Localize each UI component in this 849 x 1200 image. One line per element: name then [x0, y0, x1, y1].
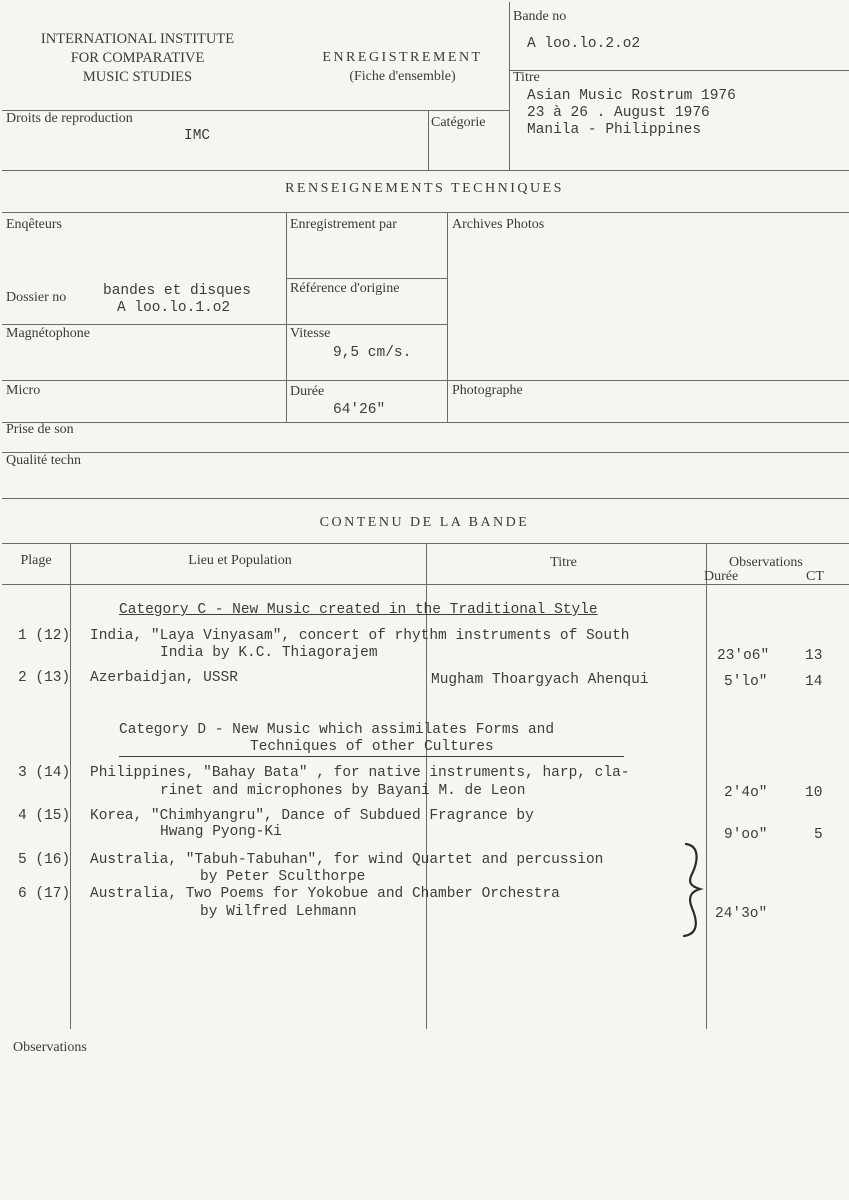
tech-divider-2	[447, 212, 448, 422]
duree-label: Durée	[290, 384, 325, 399]
row-3-plage: 3 (14)	[18, 765, 71, 781]
category-d-underline	[119, 756, 624, 757]
prise-de-son-rule	[2, 422, 849, 423]
dossier-value-line1: bandes et disques	[103, 283, 251, 299]
micro-rule	[2, 380, 849, 381]
observations-label: Observations	[13, 1040, 87, 1055]
contenu-heading: CONTENU DE LA BANDE	[319, 515, 530, 530]
vitesse-value: 9,5 cm/s.	[333, 345, 412, 361]
row-2-titre: Mugham Thoargyach Ahenqui	[431, 672, 649, 688]
duree-value: 64'26"	[333, 402, 386, 418]
row-3-lieu-line1: Philippines, "Bahay Bata" , for native instruments, harp, cla-	[90, 765, 630, 781]
vitesse-label: Vitesse	[290, 326, 331, 341]
header-duree: Durée	[704, 569, 739, 584]
archives-photos-label: Archives Photos	[452, 217, 545, 232]
header-divider	[509, 2, 510, 170]
titre-line3: Manila - Philippines	[527, 122, 702, 138]
row-5-lieu-line1: Australia, "Tabuh-Tabuhan", for wind Quartet and percussion	[90, 852, 604, 868]
bande-label: Bande no	[513, 9, 567, 24]
row-2-lieu-line1: Azerbaidjan, USSR	[90, 670, 238, 686]
form-subtitle: (Fiche d'ensemble)	[349, 69, 456, 84]
row-5-plage: 5 (16)	[18, 852, 71, 868]
row-2-plage: 2 (13)	[18, 670, 71, 686]
row-1-plage: 1 (12)	[18, 628, 71, 644]
reference-label: Référence d'origine	[290, 281, 400, 296]
row-3-duree: 2'4o"	[724, 785, 768, 801]
category-c-heading: Category C - New Music created in the Traditional Style	[119, 602, 598, 618]
category-d-heading-line2: Techniques of other Cultures	[250, 739, 494, 755]
header-observations: Observations	[729, 555, 803, 570]
dossier-label: Dossier no	[6, 290, 67, 305]
row-4-duree: 9'oo"	[724, 827, 768, 843]
row-5-lieu-line2: by Peter Sculthorpe	[200, 869, 366, 885]
institute-name-line2: FOR COMPARATIVE	[70, 50, 205, 66]
qualite-rule	[2, 452, 849, 453]
header-ct: CT	[806, 569, 824, 584]
col-divider-titre	[706, 543, 707, 1029]
row-3-lieu-line2: rinet and microphones by Bayani M. de Leon	[160, 783, 526, 799]
row-2-ct: 14	[805, 674, 823, 690]
prise-de-son-label: Prise de son	[6, 422, 74, 437]
qualite-label: Qualité techn	[6, 453, 82, 468]
brace-mark	[680, 842, 706, 938]
droits-label: Droits de reproduction	[6, 111, 133, 126]
magnetophone-rule	[2, 324, 447, 325]
bande-rule	[509, 70, 849, 71]
row-1-lieu-line2: India by K.C. Thiagorajem	[160, 645, 378, 661]
tech-top-rule	[2, 212, 849, 213]
enregistrement-par-label: Enregistrement par	[290, 217, 397, 232]
reference-rule	[286, 278, 447, 279]
row-1-duree: 23'o6"	[717, 648, 770, 664]
row-2-duree: 5'lo"	[724, 674, 768, 690]
tech-heading: RENSEIGNEMENTS TECHNIQUES	[285, 181, 564, 196]
header-lieu: Lieu et Population	[188, 553, 292, 568]
magnetophone-label: Magnétophone	[6, 326, 90, 341]
enqueteurs-label: Enqêteurs	[6, 217, 62, 232]
bande-value: A loo.lo.2.o2	[527, 36, 641, 52]
category-d-heading-line1: Category D - New Music which assimilates Forms and	[119, 722, 555, 738]
titre-label: Titre	[513, 70, 540, 85]
row-6-lieu-line1: Australia, Two Poems for Yokobue and Chamber Orchestra	[90, 886, 560, 902]
col-divider-plage	[70, 543, 71, 1029]
row-6-plage: 6 (17)	[18, 886, 71, 902]
row-3-ct: 10	[805, 785, 823, 801]
categorie-label: Catégorie	[431, 115, 486, 130]
row-6-duree: 24'3o"	[715, 906, 768, 922]
categorie-divider	[428, 110, 429, 170]
tech-divider-1	[286, 212, 287, 422]
header-plage: Plage	[20, 553, 52, 568]
titre-line2: 23 à 26 . August 1976	[527, 105, 710, 121]
row-4-ct: 5	[814, 827, 823, 843]
dossier-value-line2: A loo.lo.1.o2	[117, 300, 231, 316]
header-titre: Titre	[550, 555, 577, 570]
form-title: ENREGISTREMENT	[322, 50, 483, 65]
header-bottom-rule	[2, 170, 849, 171]
row-4-lieu-line1: Korea, "Chimhyangru", Dance of Subdued Fragrance by	[90, 808, 534, 824]
row-1-lieu-line1: India, "Laya Vinyasam", concert of rhythm instruments of South	[90, 628, 630, 644]
row-4-plage: 4 (15)	[18, 808, 71, 824]
institute-name-line3: MUSIC STUDIES	[82, 69, 193, 85]
tech-bottom-rule	[2, 498, 849, 499]
photographe-label: Photographe	[452, 383, 523, 398]
row-1-ct: 13	[805, 648, 823, 664]
micro-label: Micro	[6, 383, 41, 398]
droits-value: IMC	[184, 128, 211, 144]
institute-name-line1: INTERNATIONAL INSTITUTE	[40, 31, 235, 47]
row-6-lieu-line2: by Wilfred Lehmann	[200, 904, 357, 920]
row-4-lieu-line2: Hwang Pyong-Ki	[160, 824, 282, 840]
titre-line1: Asian Music Rostrum 1976	[527, 88, 736, 104]
